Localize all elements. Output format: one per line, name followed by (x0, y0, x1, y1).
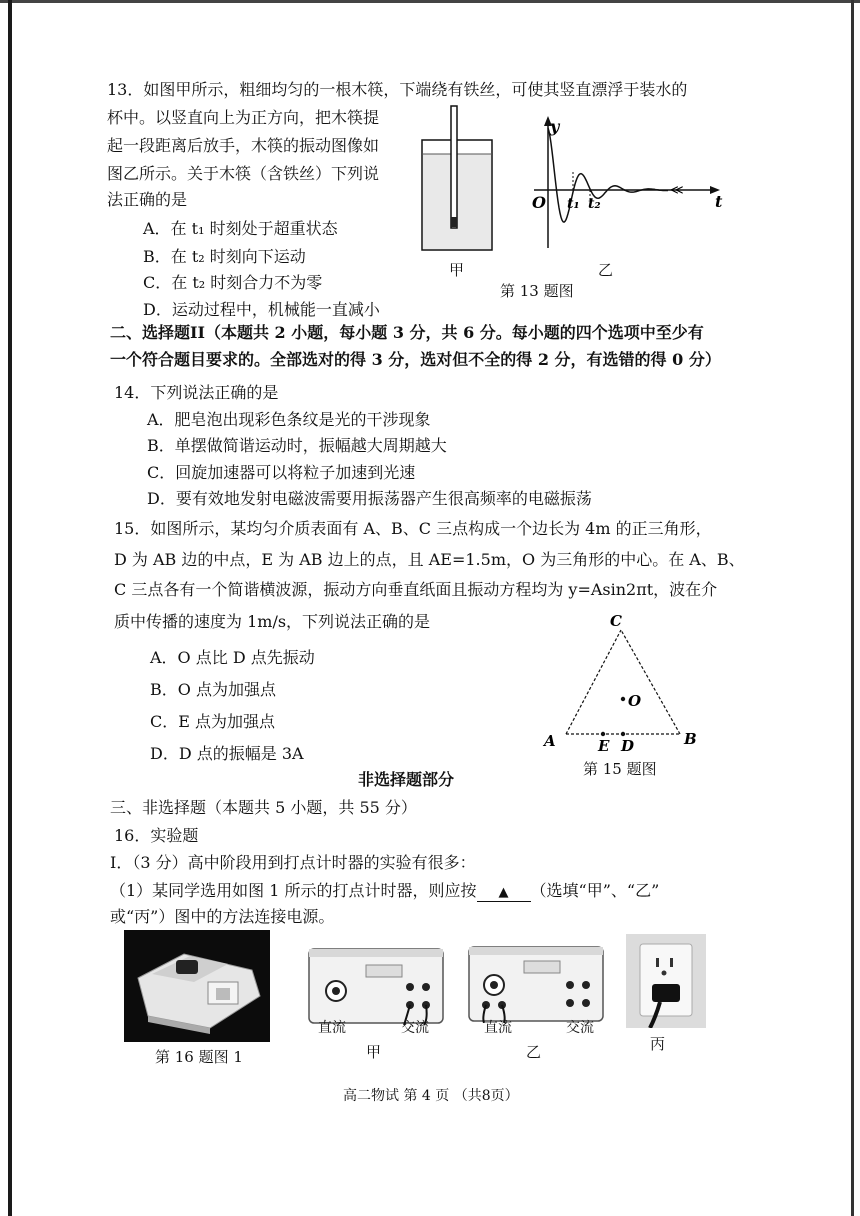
label-d: D (621, 737, 635, 755)
cup-with-chopstick-figure (418, 104, 496, 254)
chopstick (451, 106, 457, 228)
q14-stem: 14．下列说法正确的是 (114, 383, 279, 402)
origin-label: O (532, 193, 546, 212)
damped-oscillation-curve (548, 128, 668, 222)
t-axis-label: t (715, 192, 723, 211)
spark-timer-photo (124, 930, 270, 1042)
q15-line4: 质中传播的速度为 1m/s，下列说法正确的是 (114, 612, 431, 631)
q14-option-b: B．单摆做简谐运动时，振幅越大周期越大 (147, 436, 447, 455)
label-e: E (598, 737, 610, 755)
scan-border-right (851, 0, 854, 1216)
q13-line5: 法正确的是 (107, 190, 188, 209)
q16-sub1-prefix: （1）某同学选用如图 1 所示的打点计时器，则应按 (110, 881, 477, 900)
fig13-label-jia: 甲 (449, 261, 465, 279)
oscillation-graph (528, 114, 728, 256)
q15-line1: 15．如图所示，某均匀介质表面有 A、B、C 三点构成一个边长为 4m 的正三角形， (114, 519, 712, 538)
page-footer: 高二物试 第 4 页 （共8页） (343, 1088, 519, 1104)
section2-heading-line1: 二、选择题II（本题共 2 小题，每小题 3 分，共 6 分。每小题的四个选项中至少有 (110, 323, 704, 342)
q16-sub1-suffix: （选填“甲”、“乙” (530, 881, 660, 900)
point-d (621, 732, 625, 736)
fig13-label-yi: 乙 (598, 261, 614, 279)
triangle-figure (536, 608, 716, 758)
fig-label-bing: 丙 (650, 1035, 666, 1053)
q13-line4: 图乙所示。关于木筷（含铁丝）下列说 (107, 164, 380, 183)
fig-label-yi: 乙 (526, 1043, 542, 1061)
q13-line2: 杯中。以竖直向上为正方向，把木筷提 (107, 108, 380, 127)
iron-wire (451, 217, 457, 227)
yi-ac-label: 交流 (566, 1020, 594, 1036)
triangle-side-bc (621, 630, 680, 734)
q15-option-b: B．O 点为加强点 (150, 680, 276, 699)
t1-label: t₁ (567, 196, 580, 212)
section2-heading-line2: 一个符合题目要求的。全部选对的得 3 分，选对但不全的得 2 分，有选错的得 0 分） (110, 350, 721, 369)
q15-option-c: C．E 点为加强点 (150, 712, 276, 731)
fig-label-jia: 甲 (366, 1043, 382, 1061)
fig15-caption: 第 15 题图 (583, 760, 657, 778)
axis-break: ≪ (670, 183, 684, 198)
point-o (621, 697, 625, 701)
q16-sub1-line (110, 881, 659, 902)
q14-option-d: D．要有效地发射电磁波需要用振荡器产生很高频率的电磁振荡 (147, 489, 592, 508)
label-o: O (628, 692, 642, 710)
fig13-caption: 第 13 题图 (500, 282, 574, 300)
q13-option-c: C．在 t₂ 时刻合力不为零 (143, 273, 323, 292)
q14-option-a: A．肥皂泡出现彩色条纹是光的干涉现象 (147, 410, 431, 429)
label-b: B (684, 730, 697, 748)
scan-border-top (0, 0, 860, 3)
power-supply-yi-photo (466, 941, 606, 1023)
section3-heading: 三、非选择题（本题共 5 小题，共 55 分） (110, 798, 417, 817)
triangle-side-ac (566, 630, 621, 734)
jia-dc-label: 直流 (318, 1020, 346, 1036)
power-supply-jia-photo (306, 943, 446, 1025)
q15-option-d: D．D 点的振幅是 3A (150, 744, 304, 763)
answer-blank: ▲ (477, 885, 531, 902)
part-title: 非选择题部分 (358, 770, 455, 789)
t2-label: t₂ (588, 196, 601, 212)
q13-option-d: D．运动过程中，机械能一直减小 (143, 300, 380, 319)
q14-option-c: C．回旋加速器可以将粒子加速到光速 (147, 463, 416, 482)
q13-option-a: A．在 t₁ 时刻处于超重状态 (143, 219, 338, 238)
q13-option-b: B．在 t₂ 时刻向下运动 (143, 247, 306, 266)
fig16-1-caption: 第 16 题图 1 (155, 1048, 243, 1066)
label-c: C (610, 612, 622, 630)
q15-line3: C 三点各有一个简谐横波源，振动方向垂直纸面且振动方程均为 y=Asin2πt，波在介 (114, 580, 718, 599)
label-a: A (544, 732, 556, 750)
point-e (601, 732, 605, 736)
q16-part1: I．（3 分）高中阶段用到打点计时器的实验有很多： (110, 853, 476, 872)
scan-border-left (8, 0, 12, 1216)
q15-option-a: A．O 点比 D 点先振动 (150, 648, 315, 667)
q15-line2: D 为 AB 边的中点，E 为 AB 边上的点，且 AE=1.5m，O 为三角形的中心。在 A、B、 (114, 550, 745, 569)
q16-title: 16．实验题 (114, 826, 199, 845)
q13-line3: 起一段距离后放手，木筷的振动图像如 (107, 136, 380, 155)
y-axis-label: y (550, 117, 560, 136)
q16-sub1-line2: 或“丙”）图中的方法连接电源。 (110, 907, 335, 926)
wall-outlet-bing-photo (626, 934, 706, 1028)
jia-ac-label: 交流 (401, 1020, 429, 1036)
q13-line1: 13．如图甲所示，粗细均匀的一根木筷，下端绕有铁丝，可使其竖直漂浮于装水的 (107, 80, 688, 99)
yi-dc-label: 直流 (484, 1020, 512, 1036)
